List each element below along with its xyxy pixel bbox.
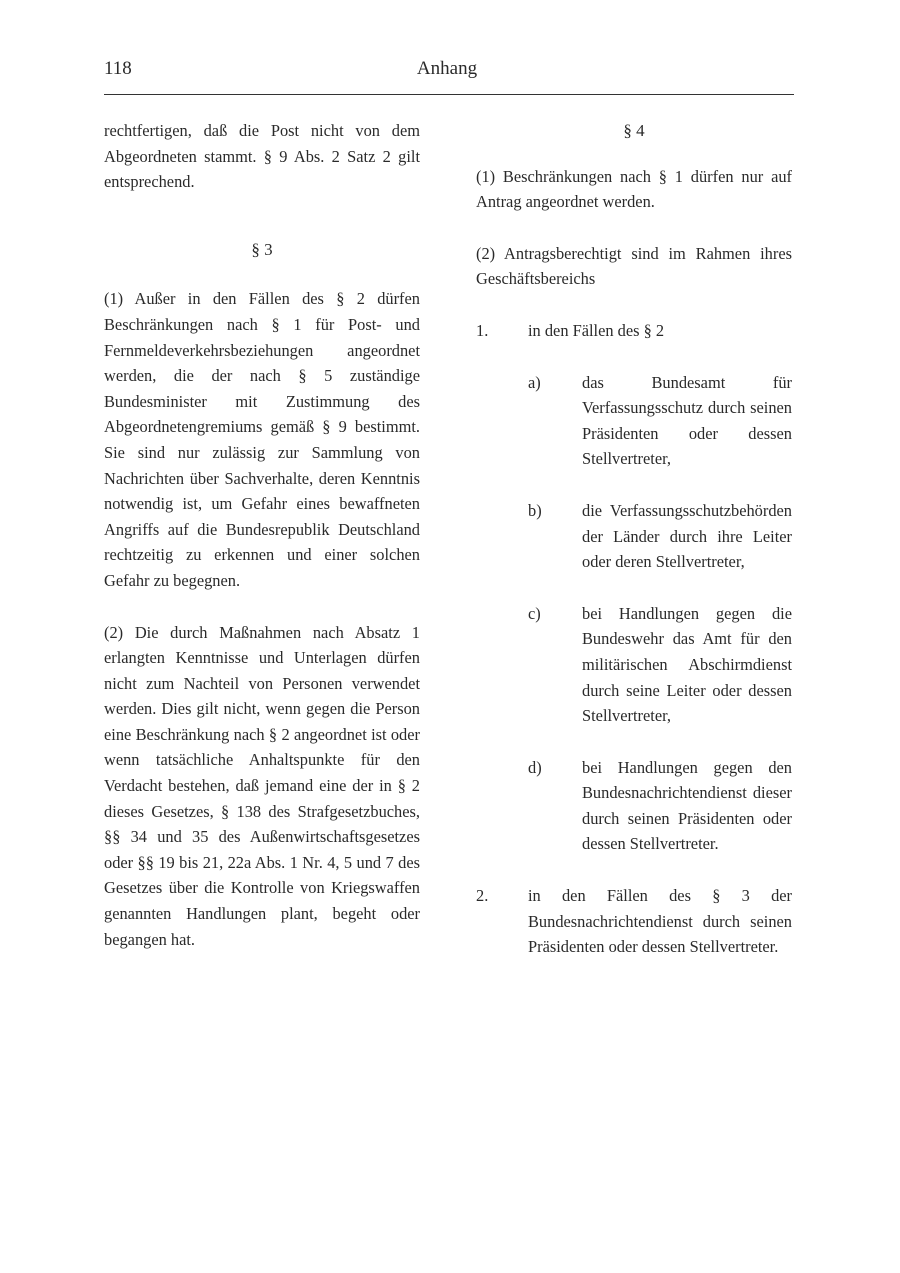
sub-list-marker: d) <box>528 757 542 777</box>
page-number: 118 <box>104 58 132 79</box>
section-3-paragraph-2: (2) Die durch Maßnahmen nach Absatz 1 erlangten Kenntnisse und Unterlagen dürfen nicht zum Nachteil von Personen verwendet werden. Dies gilt nicht, wenn gegen die Person eine Beschränkung nach § 2 angeordnet ist oder wenn tatsächliche Anhaltspunkte für den Verdacht bestehen, daß jemand eine der in § 2 dieses Gesetzes, § 138 des Strafgesetzbuches, §§ 34 und 35 des Außenwirtschaftsgesetzes oder §§ 19 bis 21, 22a Abs. 1 Nr. 4, 5 und 7 des Gesetzes über die Kontrolle von Kriegswaffen genannten Handlungen plant, begeht oder begangen hat. <box>104 622 420 949</box>
list-item <box>476 318 792 857</box>
list-item-text: in den Fällen des § 2 <box>528 320 665 340</box>
running-head: Anhang <box>416 58 478 79</box>
header-rule <box>104 94 794 95</box>
sub-list-item <box>528 498 792 575</box>
sub-list-item <box>528 755 792 857</box>
sub-list-marker: b) <box>528 500 542 520</box>
applicant-list <box>476 318 792 960</box>
continuation-paragraph: rechtfertigen, daß die Post nicht von dem Abgeordneten stammt. § 9 Abs. 2 Satz 2 gilt entsprechend. <box>104 121 420 192</box>
sub-list-item-text: bei Handlungen gegen den Bundesnachrichtendienst dieser durch seinen Präsidenten oder dessen Stellvertreter. <box>582 757 792 854</box>
sub-list-item-text: bei Handlungen gegen die Bundeswehr das Amt für den militärischen Abschirmdienst durch seine Leiter oder dessen Stellvertreter, <box>582 603 792 726</box>
sub-list-item <box>528 370 792 472</box>
right-column <box>476 118 792 960</box>
sub-list-item <box>528 601 792 729</box>
left-column <box>104 118 420 952</box>
list-marker: 2. <box>476 886 489 906</box>
section-4-paragraph-1: (1) Beschränkungen nach § 1 dürfen nur auf Antrag angeordnet werden. <box>476 166 792 212</box>
sub-list-marker: a) <box>528 372 541 392</box>
sub-list-item-text: das Bundesamt für Verfassungsschutz durch seinen Präsidenten oder dessen Stellvertreter, <box>582 372 792 469</box>
list-marker: 1. <box>476 320 489 340</box>
section-4-paragraph-2: (2) Antragsberechtigt sind im Rahmen ihres Geschäftsbereichs <box>476 243 792 289</box>
section-3-paragraph-1: (1) Außer in den Fällen des § 2 dürfen Beschränkungen nach § 1 für Post- und Fernmeldeverkehrsbeziehungen angeordnet werden, die der nach § 5 zuständige Bundesminister mit Zustimmung des Abgeordnetengremiums gemäß § 9 bestimmt. Sie sind nur zulässig zur Sammlung von Nachrichten über Sachverhalte, deren Kenntnis notwendig ist, um Gefahr eines bewaffneten Angriffs auf die Bundesrepublik Deutschland rechtzeitig zu erkennen und einer solchen Gefahr zu begegnen. <box>104 289 420 590</box>
list-item-text: in den Fällen des § 3 der Bundesnachrichtendienst durch seinen Präsidenten oder dessen Stellvertreter. <box>528 886 792 957</box>
sub-list-marker: c) <box>528 603 541 623</box>
sub-list <box>528 370 792 858</box>
list-item <box>476 883 792 960</box>
sub-list-item-text: die Verfassungsschutzbehörden der Länder durch ihre Leiter oder deren Stellvertreter, <box>582 500 792 572</box>
section-4-heading: § 4 <box>623 121 645 140</box>
page-header <box>104 58 790 88</box>
section-3-heading: § 3 <box>251 239 273 259</box>
